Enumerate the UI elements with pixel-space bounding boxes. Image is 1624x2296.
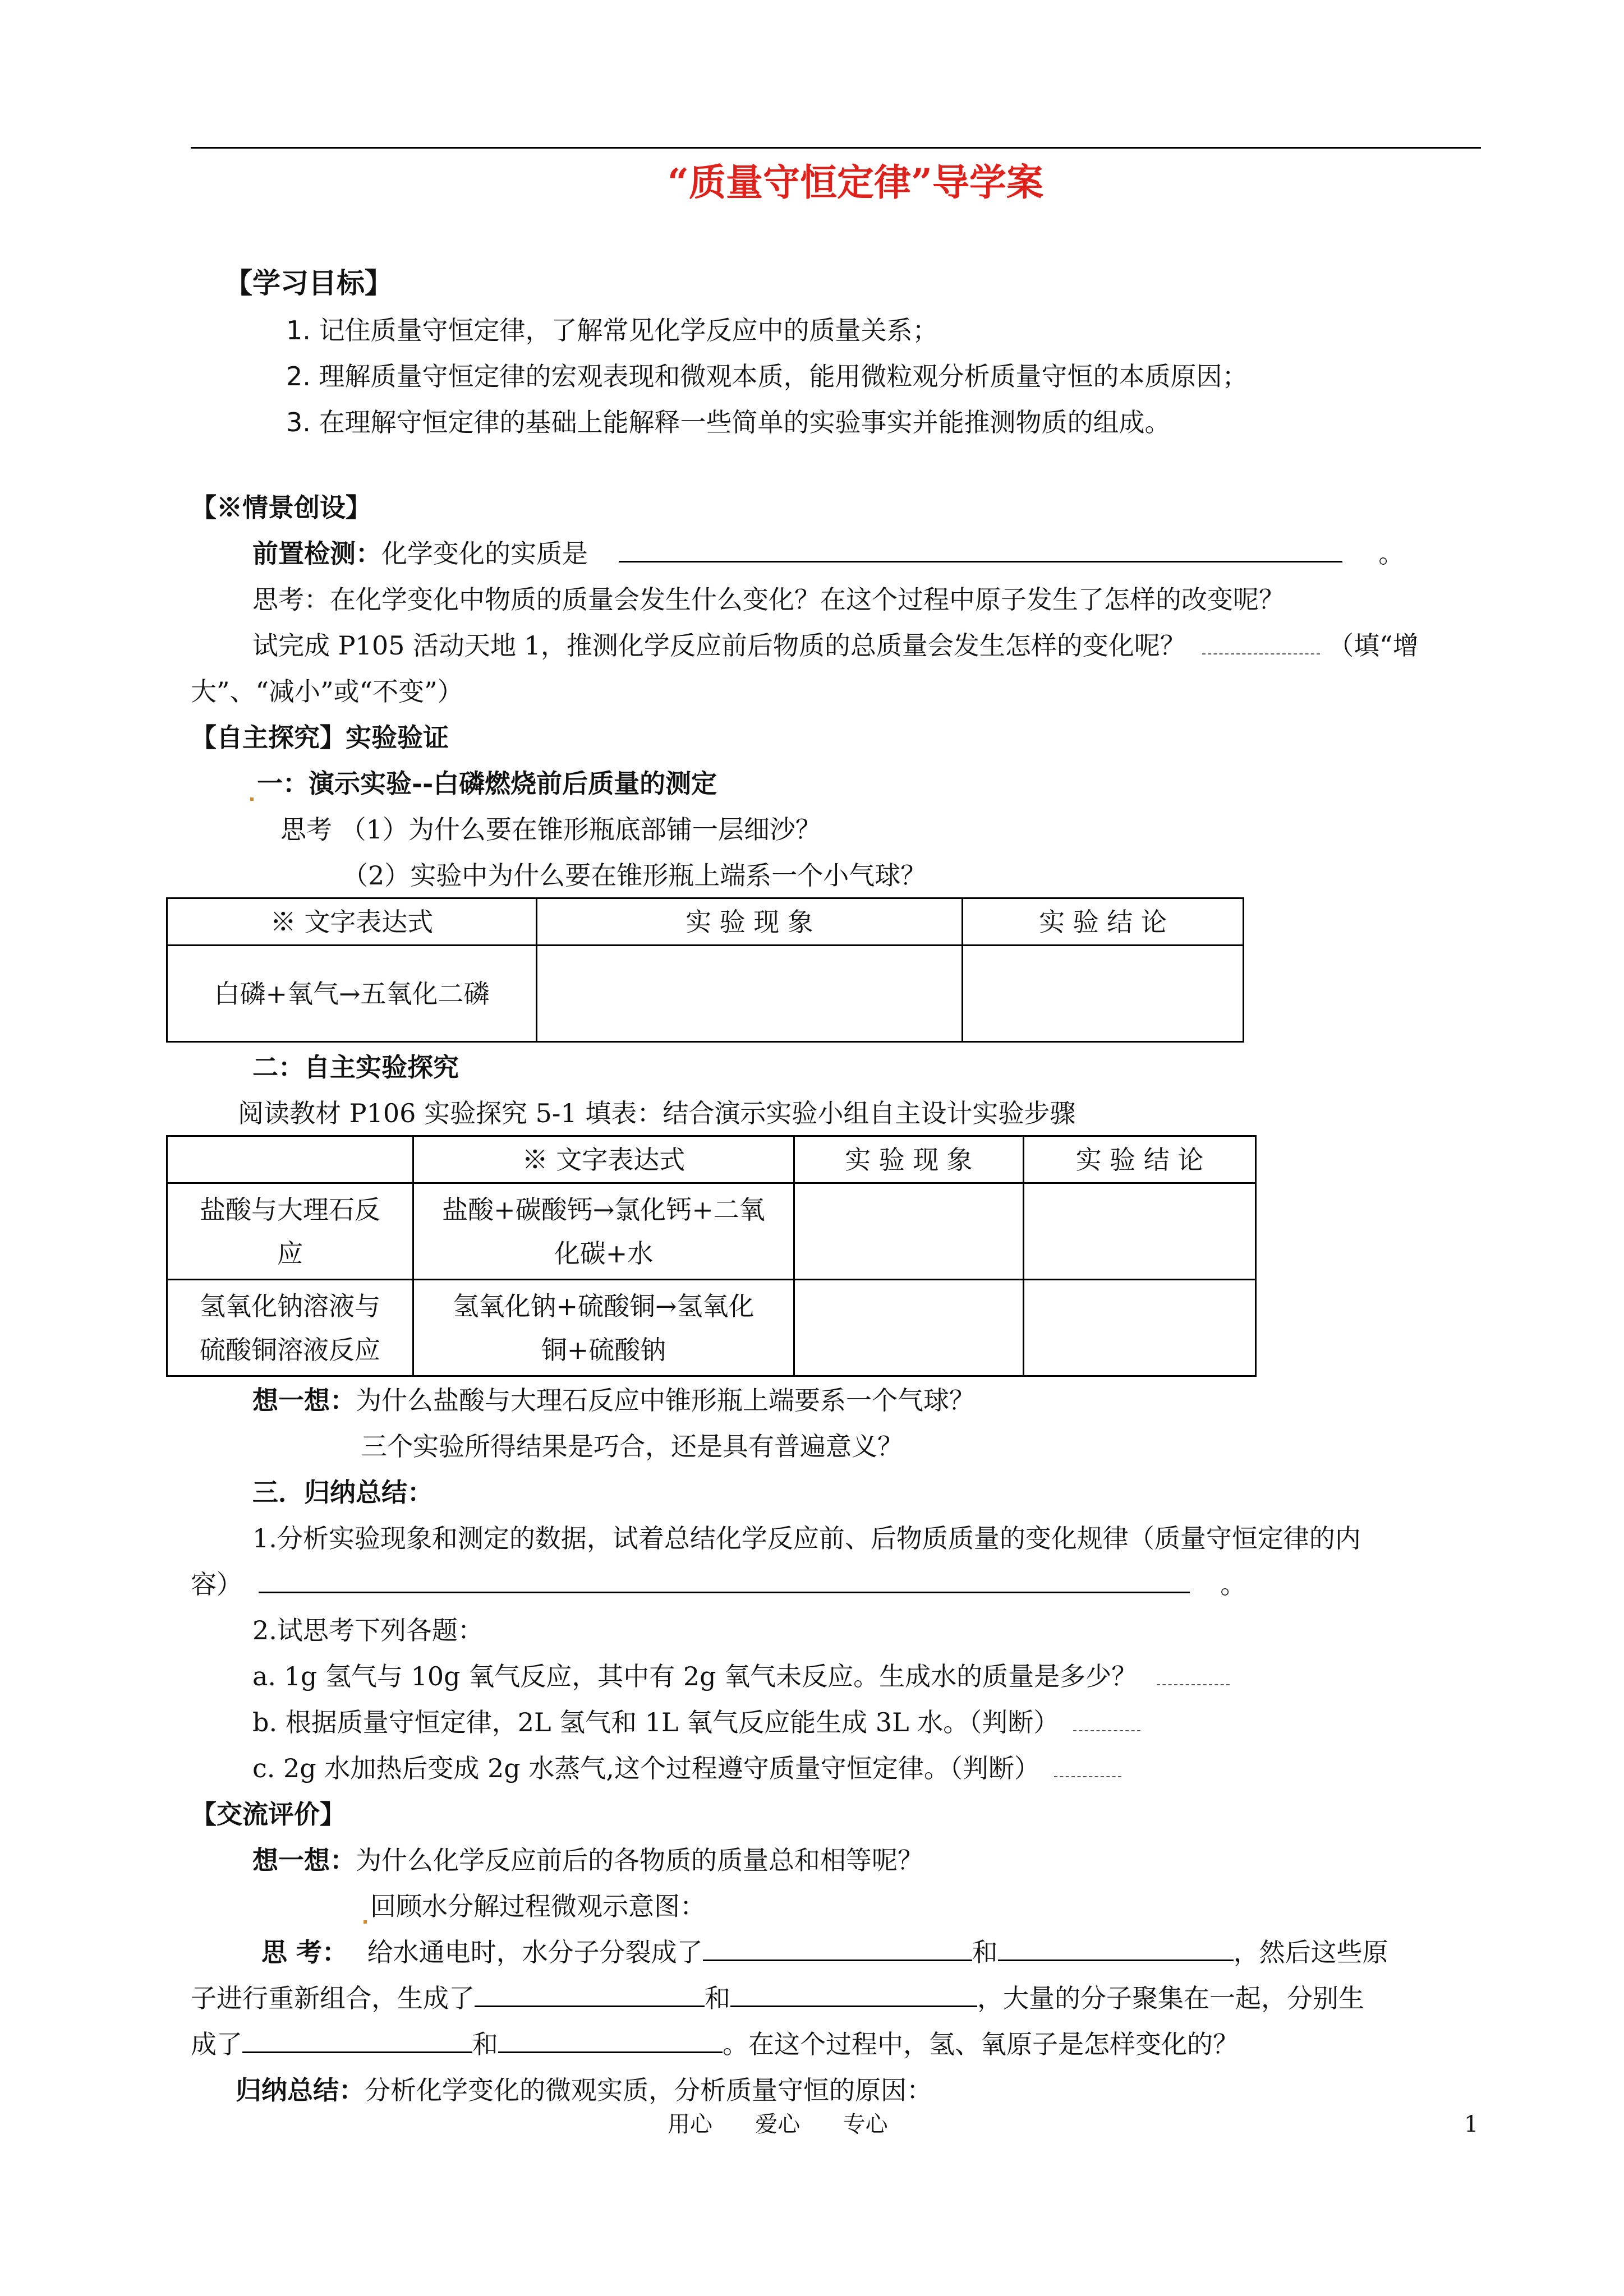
question-a: [252, 1659, 1230, 1694]
conclude-line: [236, 2073, 932, 2108]
question-b: [252, 1705, 1140, 1740]
think4-line3-and: 和: [472, 2029, 498, 2059]
goals-heading: 【学习目标】: [224, 267, 393, 299]
think4-text-a: 给水通电时，水分子分裂成了: [367, 1937, 703, 1967]
think2-line-1: [252, 1383, 975, 1418]
think2-question-1: 为什么盐酸与大理石反应中锥形瓶上端要系一个气球？: [356, 1385, 975, 1416]
table2-row2-name: 氢氧化钠溶液与 硫酸铜溶液反应: [167, 1280, 413, 1376]
question-b-text: b. 根据质量守恒定律，2L 氢气和 1L 氧气反应能生成 3L 水。（判断）: [252, 1707, 1060, 1737]
table1-header-expression: ※ 文字表达式: [167, 898, 537, 946]
goal-item-1: 1. 记住质量守恒定律，了解常见化学反应中的质量关系；: [286, 315, 938, 345]
goal-item-2: 2. 理解质量守恒定律的宏观表现和微观本质，能用微粒观分析质量守恒的本质原因；: [286, 361, 1248, 391]
table-white-phosphorus: [166, 897, 1244, 1043]
think4-text-b: ，然后这些原: [1233, 1937, 1388, 1967]
think4-line-1: [261, 1935, 1388, 1970]
summary1-end: 。: [1220, 1569, 1246, 1599]
think4-line2-a: 子进行重新组合，生成了: [191, 1983, 475, 2013]
review-text: 回顾水分解过程微观示意图：: [370, 1891, 706, 1921]
table2-row2-phenomenon[interactable]: [794, 1280, 1024, 1376]
summary1-line-2: [191, 1567, 1246, 1602]
think4-and: 和: [972, 1937, 998, 1967]
review-line: [364, 1889, 706, 1924]
explore-heading: 【自主探究】实验验证: [191, 722, 449, 753]
self-read-line: 阅读教材 P106 实验探究 5-1 填表：结合演示实验小组自主设计实验步骤: [238, 1098, 1076, 1128]
think4-line2-c: ，大量的分子聚集在一起，分别生: [977, 1983, 1364, 2013]
table2-header-phenomenon: 实 验 现 象: [794, 1136, 1024, 1183]
think4-blank-3[interactable]: [475, 1981, 705, 2007]
think3-text: 为什么化学反应前后的各物质的质量总和相等呢？: [356, 1845, 923, 1875]
summary2-line: 2.试思考下列各题：: [252, 1615, 484, 1645]
table2-row1-phenomenon[interactable]: [794, 1183, 1024, 1280]
table1-header-conclusion: 实 验 结 论: [963, 898, 1244, 946]
try-line-1: [252, 628, 1419, 663]
think4-blank-1[interactable]: [703, 1935, 972, 1961]
think4-line3-c: 。在这个过程中，氢、氧原子是怎样变化的？: [723, 2029, 1239, 2059]
think4-line2-and: 和: [705, 1983, 730, 2013]
demo-question-1: 思考 （1）为什么要在锥形瓶底部铺一层细沙？: [280, 814, 821, 845]
question-c-text: c. 2g 水加热后变成 2g 水蒸气,这个过程遵守质量守恒定律。（判断）: [252, 1753, 1040, 1783]
table2-row1-expression: 盐酸+碳酸钙→氯化钙+二氧 化碳+水: [413, 1183, 794, 1280]
try-blank[interactable]: [1202, 629, 1320, 654]
question-c: [252, 1751, 1121, 1786]
think4-line3-a: 成了: [191, 2029, 242, 2059]
question-b-blank[interactable]: [1073, 1705, 1140, 1731]
stray-mark: [250, 797, 254, 801]
table1-cell-conclusion[interactable]: [963, 946, 1244, 1042]
summary-heading: 三．归纳总结：: [252, 1477, 433, 1507]
try-line-1-end: （填“增: [1328, 630, 1419, 661]
table1-cell-phenomenon[interactable]: [537, 946, 963, 1042]
goal-item-3: 3. 在理解守恒定律的基础上能解释一些简单的实验事实并能推测物质的组成。: [286, 407, 1171, 437]
think4-line-2: [191, 1981, 1364, 2016]
table1-header-phenomenon: 实 验 现 象: [537, 898, 963, 946]
summary1-line-1: 1.分析实验现象和测定的数据，试着总结化学反应前、后物质质量的变化规律（质量守恒定律的内: [252, 1523, 1361, 1553]
think4-blank-6[interactable]: [498, 2027, 723, 2053]
pre-check-blank[interactable]: [619, 536, 1342, 563]
try-line-2: 大”、“减小”或“不变”）: [191, 676, 463, 707]
summary1-blank[interactable]: [259, 1567, 1190, 1593]
table2-row1-name: 盐酸与大理石反 应: [167, 1183, 413, 1280]
footer-motto: 用心 爱心 专心: [668, 2111, 888, 2137]
scene-heading: 【※情景创设】: [191, 492, 371, 523]
exchange-heading: 【交流评价】: [191, 1799, 346, 1829]
stray-mark-2: [364, 1920, 367, 1924]
table2-header-blank: [167, 1136, 413, 1183]
think4-blank-4[interactable]: [730, 1981, 977, 2007]
demo-heading: [250, 766, 717, 801]
table2-header-expression: ※ 文字表达式: [413, 1136, 794, 1183]
summary1-line-2-text: 容）: [191, 1569, 242, 1599]
think2-question-2: 三个实验所得结果是巧合，还是具有普遍意义？: [361, 1431, 903, 1461]
table2-row2-conclusion[interactable]: [1024, 1280, 1256, 1376]
pre-check-line: [252, 536, 1404, 571]
header-rule: [191, 147, 1481, 149]
question-c-blank[interactable]: [1054, 1751, 1121, 1777]
demo-question-2: （2）实验中为什么要在锥形瓶上端系一个小气球？: [342, 860, 927, 891]
page-number: 1: [1464, 2111, 1479, 2137]
conclude-text: 分析化学变化的微观实质，分析质量守恒的原因：: [365, 2075, 932, 2105]
think3-line: [252, 1843, 923, 1878]
conclude-label: 归纳总结：: [236, 2075, 365, 2105]
table2-row2-expression: 氢氧化钠+硫酸铜→氢氧化 铜+硫酸钠: [413, 1280, 794, 1376]
table-self-experiment: [166, 1135, 1257, 1377]
demo-heading-text: 一：演示实验--白磷燃烧前后质量的测定: [257, 768, 717, 799]
question-a-text: a. 1g 氢气与 10g 氧气反应，其中有 2g 氧气未反应。生成水的质量是多少？: [252, 1661, 1138, 1691]
think2-label: 想一想：: [252, 1385, 356, 1416]
pre-check-label: 前置检测：: [252, 538, 381, 569]
think4-blank-5[interactable]: [242, 2027, 472, 2053]
table1-cell-expression: 白磷+氧气→五氧化二磷: [167, 946, 537, 1042]
think1-line: 思考：在化学变化中物质的质量会发生什么变化？在这个过程中原子发生了怎样的改变呢？: [252, 584, 1285, 615]
think4-label: 思 考：: [261, 1937, 348, 1967]
table2-header-conclusion: 实 验 结 论: [1024, 1136, 1256, 1183]
think4-blank-2[interactable]: [998, 1935, 1234, 1961]
pre-check-end: 。: [1378, 538, 1405, 569]
page-title: “质量守恒定律”导学案: [668, 160, 1043, 204]
self-heading: 二：自主实验探究: [252, 1052, 459, 1082]
think4-line-3: [191, 2027, 1239, 2062]
try-line-1-text: 试完成 P105 活动天地 1，推测化学反应前后物质的总质量会发生怎样的变化呢？: [252, 630, 1186, 661]
think3-label: 想一想：: [252, 1845, 356, 1875]
pre-check-text: 化学变化的实质是: [381, 538, 588, 569]
table2-row1-conclusion[interactable]: [1024, 1183, 1256, 1280]
question-a-blank[interactable]: [1157, 1659, 1230, 1685]
